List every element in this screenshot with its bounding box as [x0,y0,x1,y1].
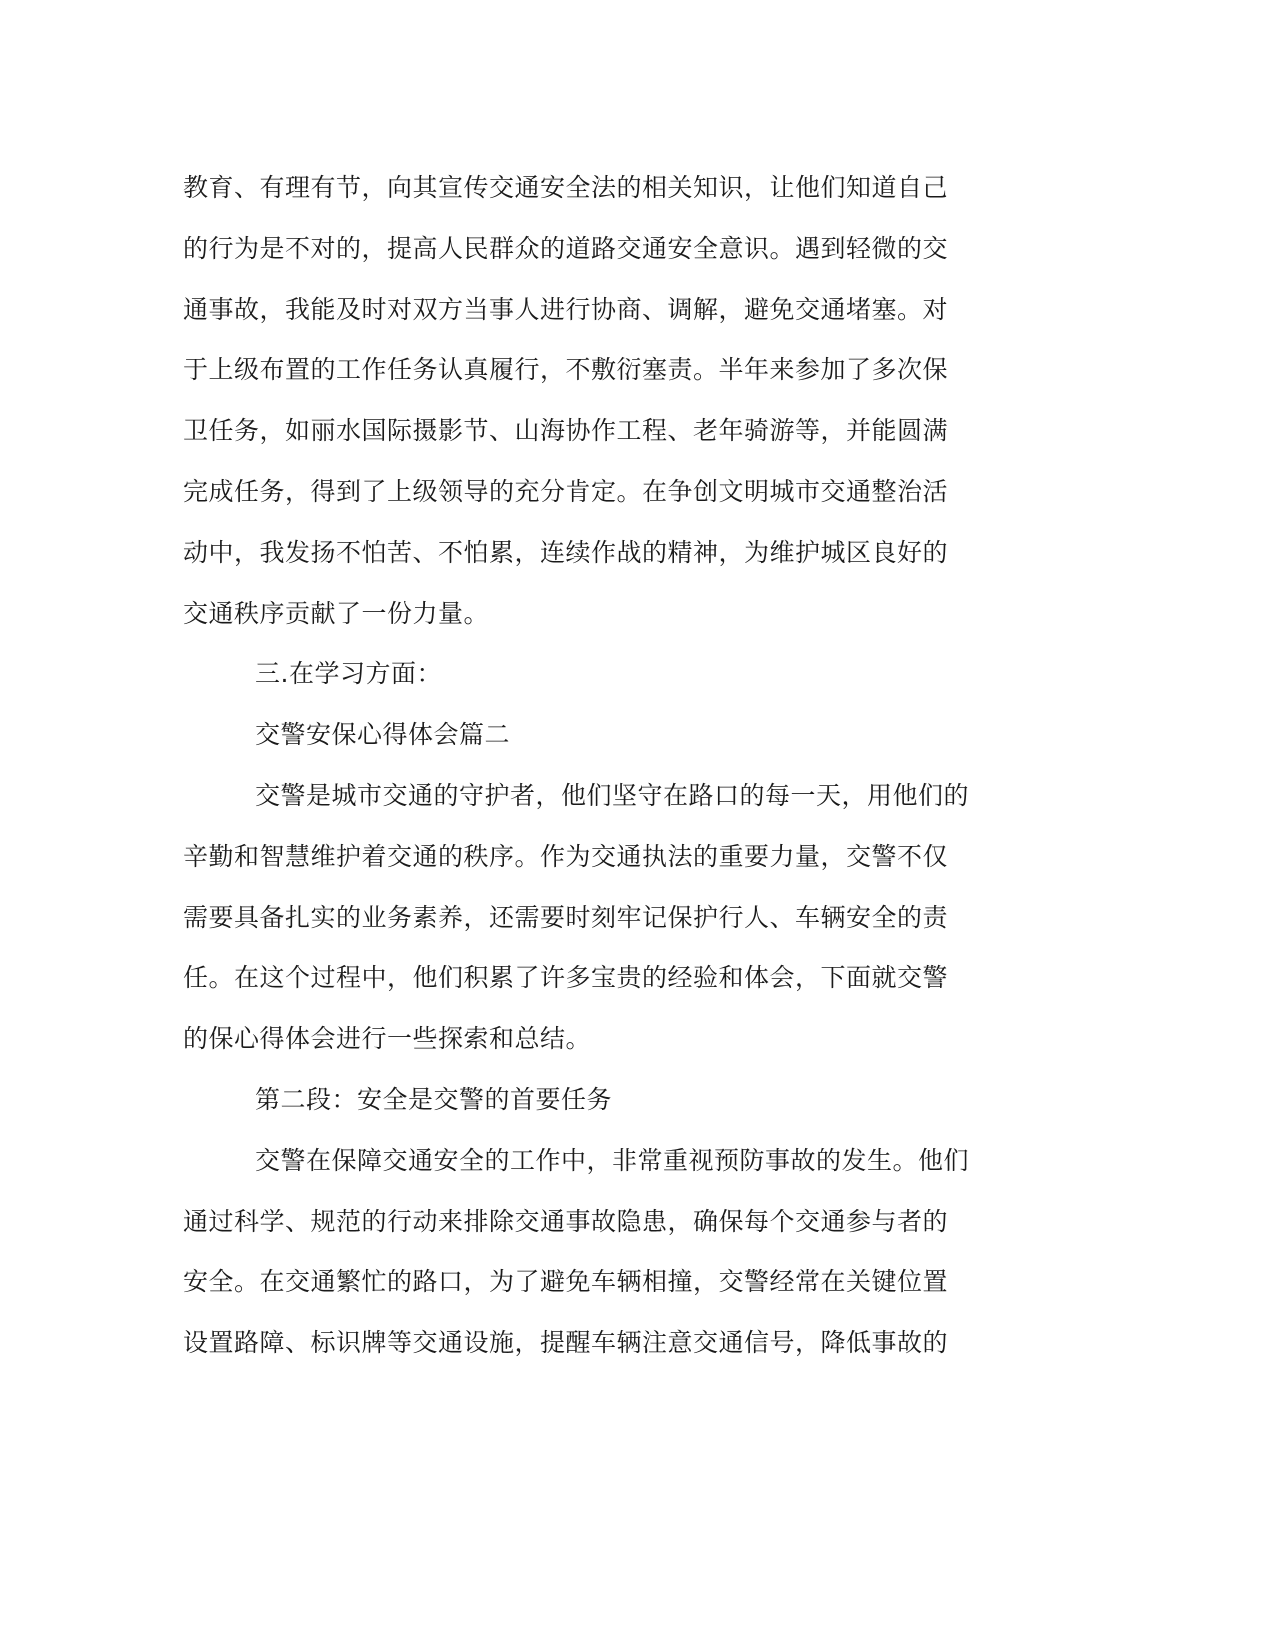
article-title: 交警安保心得体会篇二 [255,720,511,750]
text-line: 通过科学、规范的行动来排除交通事故隐患，确保每个交通参与者的 [183,1206,949,1236]
text-line: 完成任务，得到了上级领导的充分肯定。在争创文明城市交通整治活 [183,476,949,506]
text-line: 需要具备扎实的业务素养，还需要时刻牢记保护行人、车辆安全的责 [183,902,949,932]
paragraph-start-line: 交警是城市交通的守护者，他们坚守在路口的每一天，用他们的 [255,780,970,810]
text-line: 的保心得体会进行一些探索和总结。 [183,1024,592,1054]
text-line: 教育、有理有节，向其宣传交通安全法的相关知识，让他们知道自己 [183,173,949,202]
text-line: 安全。在交通繁忙的路口，为了避免车辆相撞，交警经常在关键位置 [183,1267,949,1297]
section-heading: 第二段：安全是交警的首要任务 [255,1084,613,1114]
text-line: 设置路障、标识牌等交通设施，提醒车辆注意交通信号，降低事故的 [183,1328,949,1358]
text-line: 辛勤和智慧维护着交通的秩序。作为交通执法的重要力量，交警不仅 [183,841,949,871]
text-line: 任。在这个过程中，他们积累了许多宝贵的经验和体会，下面就交警 [183,963,949,993]
text-line: 卫任务，如丽水国际摄影节、山海协作工程、老年骑游等，并能圆满 [183,416,949,446]
text-line: 于上级布置的工作任务认真履行，不敷衍塞责。半年来参加了多次保 [183,355,949,385]
text-line: 交通秩序贡献了一份力量。 [183,598,490,628]
paragraph-start-line: 交警在保障交通安全的工作中，非常重视预防事故的发生。他们 [255,1145,970,1175]
section-heading: 三.在学习方面： [255,659,442,689]
document-body [183,158,1043,1374]
text-line: 动中，我发扬不怕苦、不怕累，连续作战的精神，为维护城区良好的 [183,537,949,567]
text-line: 的行为是不对的，提高人民群众的道路交通安全意识。遇到轻微的交 [183,233,949,263]
text-line: 通事故，我能及时对双方当事人进行协商、调解，避免交通堵塞。对 [183,294,949,324]
